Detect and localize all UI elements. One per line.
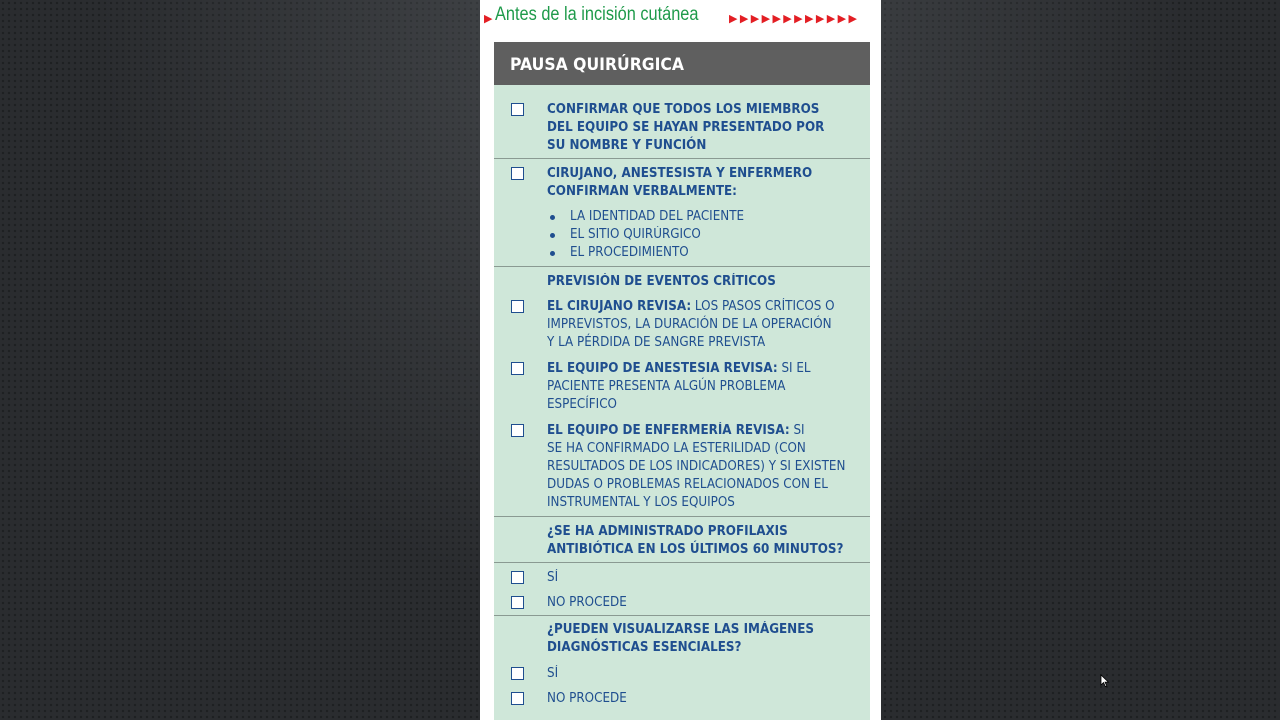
checkbox-imaging-na[interactable] (511, 692, 524, 705)
imaging-yes-label: SÍ (547, 666, 559, 681)
bullet-icon (550, 233, 555, 238)
bullet-surgical-site: EL SITIO QUIRÚRGICO (570, 227, 701, 242)
checkbox-prophylaxis-na[interactable] (511, 596, 524, 609)
checkbox-prophylaxis-yes[interactable] (511, 571, 524, 584)
checkbox-surgeon-review[interactable] (511, 300, 524, 313)
divider (494, 516, 870, 517)
arrow-row-icon: ▶▶▶▶▶▶▶▶▶▶▶▶ (729, 13, 860, 25)
checkbox-imaging-yes[interactable] (511, 667, 524, 680)
item-anesthesia-review (547, 360, 851, 414)
divider (494, 615, 870, 616)
bullet-patient-identity: LA IDENTIDAD DEL PACIENTE (570, 209, 745, 224)
item-nursing-review (547, 422, 851, 512)
bullet-icon (550, 251, 555, 256)
checkbox-nursing-review[interactable] (511, 424, 524, 437)
section-heading (480, 4, 881, 30)
critical-events-title: PREVISIÓN DE EVENTOS CRÍTICOS (547, 274, 776, 289)
divider (494, 266, 870, 267)
divider (494, 562, 870, 563)
panel-header (494, 42, 870, 85)
surgeon-review-text: LOS PASOS CRÍTICOS O IMPREVISTOS, LA DURACIÓN DE LA OPERACIÓN Y LA PÉRDIDA DE SANGRE PREVISTA (547, 299, 835, 350)
section-heading-title: Antes de la incisión cutánea (495, 4, 699, 25)
nursing-review-text: SI SE HA CONFIRMADO LA ESTERILIDAD (CON RESULTADOS DE LOS INDICADORES) Y SI EXISTEN DUDAS O PROBLEMAS RELACIONADOS CON EL INSTRUMENTAL Y LOS EQUIPOS (547, 423, 846, 510)
panel-title: PAUSA QUIRÚRGICA (510, 55, 685, 75)
anesthesia-review-label: EL EQUIPO DE ANESTESIA REVISA: (547, 361, 778, 376)
checkbox-anesthesia-review[interactable] (511, 362, 524, 375)
prophylaxis-question: ¿SE HA ADMINISTRADO PROFILAXIS ANTIBIÓTICA EN LOS ÚLTIMOS 60 MINUTOS? (547, 524, 844, 557)
anesthesia-review-text: SI EL PACIENTE PRESENTA ALGÚN PROBLEMA ESPECÍFICO (547, 361, 811, 412)
prophylaxis-yes-label: SÍ (547, 570, 559, 585)
checklist-page (480, 0, 881, 720)
prophylaxis-na-label: NO PROCEDE (547, 595, 627, 610)
divider (494, 158, 870, 159)
arrow-right-icon: ▶ (484, 13, 493, 25)
imaging-na-label: NO PROCEDE (547, 691, 627, 706)
surgeon-review-label: EL CIRUJANO REVISA: (547, 299, 692, 314)
checkbox-team-intro[interactable] (511, 103, 524, 116)
surgical-pause-panel (494, 42, 870, 720)
nursing-review-label: EL EQUIPO DE ENFERMERÍA REVISA: (547, 423, 790, 438)
bullet-icon (550, 215, 555, 220)
checkbox-verbal-confirm[interactable] (511, 167, 524, 180)
mouse-pointer-icon (1100, 674, 1110, 688)
item-team-intro: CONFIRMAR QUE TODOS LOS MIEMBROS DEL EQUIPO SE HAYAN PRESENTADO POR SU NOMBRE Y FUNCIÓN (547, 102, 825, 153)
item-surgeon-review (547, 298, 851, 352)
item-verbal-confirm: CIRUJANO, ANESTESISTA Y ENFERMERO CONFIRMAN VERBALMENTE: (547, 166, 813, 199)
imaging-question: ¿PUEDEN VISUALIZARSE LAS IMÁGENES DIAGNÓSTICAS ESENCIALES? (547, 622, 814, 655)
bullet-procedure: EL PROCEDIMIENTO (570, 245, 689, 260)
